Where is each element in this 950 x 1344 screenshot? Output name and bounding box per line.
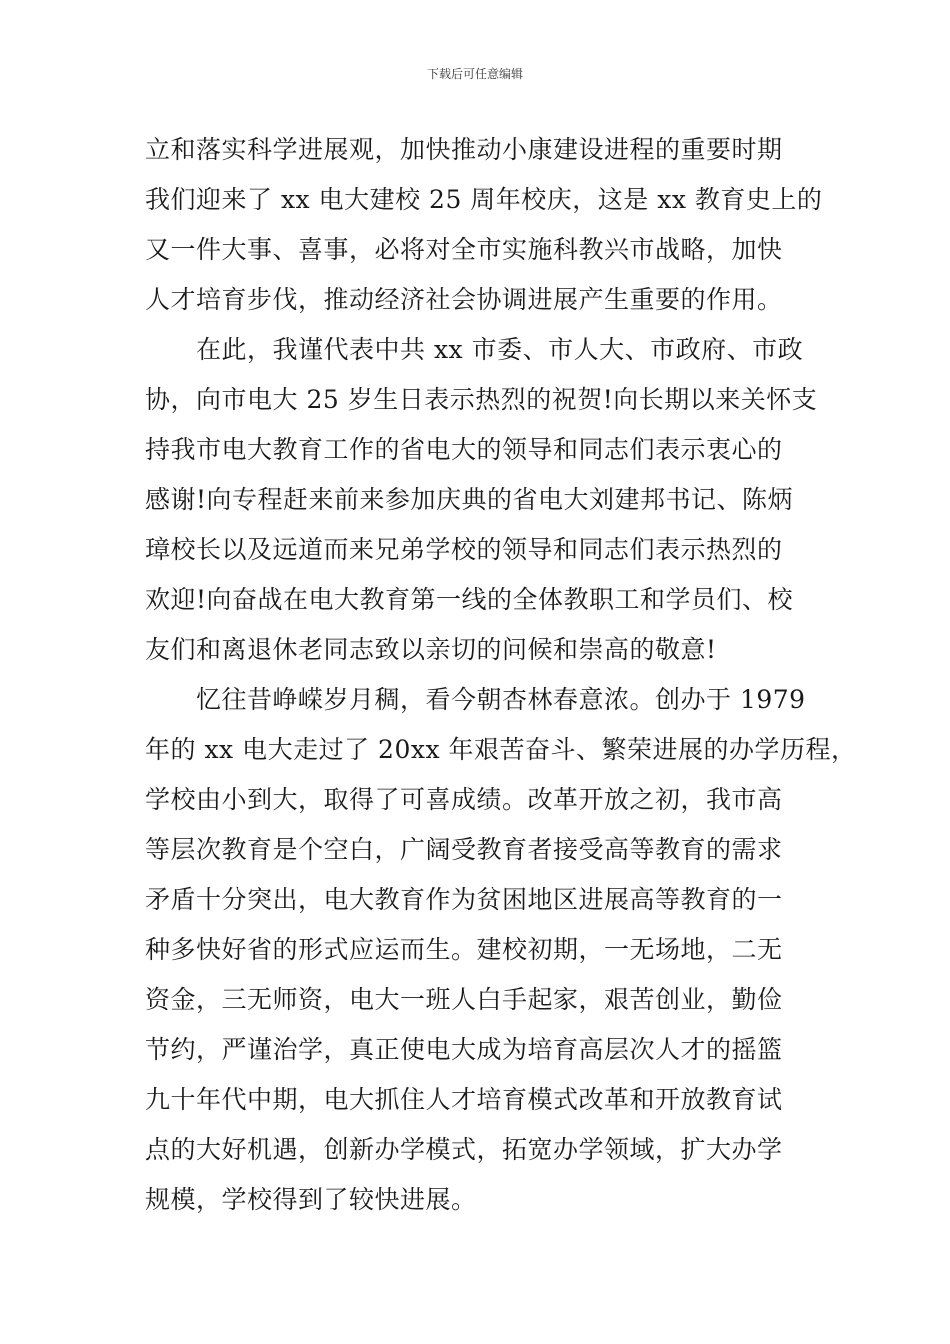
page-header: 下载后可任意编辑 bbox=[426, 67, 523, 81]
text-line: 忆往昔峥嵘岁月稠，看今朝杏林春意浓。创办于 1979 bbox=[145, 685, 806, 714]
text-line: 矛盾十分突出，电大教育作为贫困地区进展高等教育的一 bbox=[145, 885, 783, 914]
text-line: 感谢!向专程赶来前来参加庆典的省电大刘建邦书记、陈炳 bbox=[145, 485, 794, 514]
text-line: 友们和离退休老同志致以亲切的问候和崇高的敬意! bbox=[145, 635, 717, 664]
document-body bbox=[145, 125, 857, 1225]
text-line: 等层次教育是个空白，广阔受教育者接受高等教育的需求 bbox=[145, 835, 783, 864]
text-line: 又一件大事、喜事，必将对全市实施科教兴市战略，加快 bbox=[145, 235, 783, 264]
text-line: 资金，三无师资，电大一班人白手起家，艰苦创业，勤俭 bbox=[145, 985, 783, 1014]
text-line: 节约，严谨治学，真正使电大成为培育高层次人才的摇篮 bbox=[145, 1035, 783, 1064]
text-line: 年的 xx 电大走过了 20xx 年艰苦奋斗、繁荣进展的办学历程， bbox=[145, 735, 857, 764]
text-line: 在此，我谨代表中共 xx 市委、市人大、市政府、市政 bbox=[145, 335, 804, 364]
text-line: 欢迎!向奋战在电大教育第一线的全体教职工和学员们、校 bbox=[145, 585, 794, 614]
text-line: 点的大好机遇，创新办学模式，拓宽办学领域，扩大办学 bbox=[145, 1135, 783, 1164]
text-line: 九十年代中期，电大抓住人才培育模式改革和开放教育试 bbox=[145, 1085, 783, 1114]
text-line: 人才培育步伐，推动经济社会协调进展产生重要的作用。 bbox=[145, 285, 783, 314]
text-line: 种多快好省的形式应运而生。建校初期，一无场地，二无 bbox=[145, 935, 783, 964]
text-line: 规模，学校得到了较快进展。 bbox=[145, 1185, 477, 1214]
text-line: 立和落实科学进展观，加快推动小康建设进程的重要时期 bbox=[145, 135, 783, 164]
text-line: 璋校长以及远道而来兄弟学校的领导和同志们表示热烈的 bbox=[145, 535, 783, 564]
text-line: 持我市电大教育工作的省电大的领导和同志们表示衷心的 bbox=[145, 435, 783, 464]
text-line: 我们迎来了 xx 电大建校 25 周年校庆，这是 xx 教育史上的 bbox=[145, 185, 823, 214]
text-line: 学校由小到大，取得了可喜成绩。改革开放之初，我市高 bbox=[145, 785, 783, 814]
text-line: 协，向市电大 25 岁生日表示热烈的祝贺!向长期以来关怀支 bbox=[145, 385, 818, 414]
